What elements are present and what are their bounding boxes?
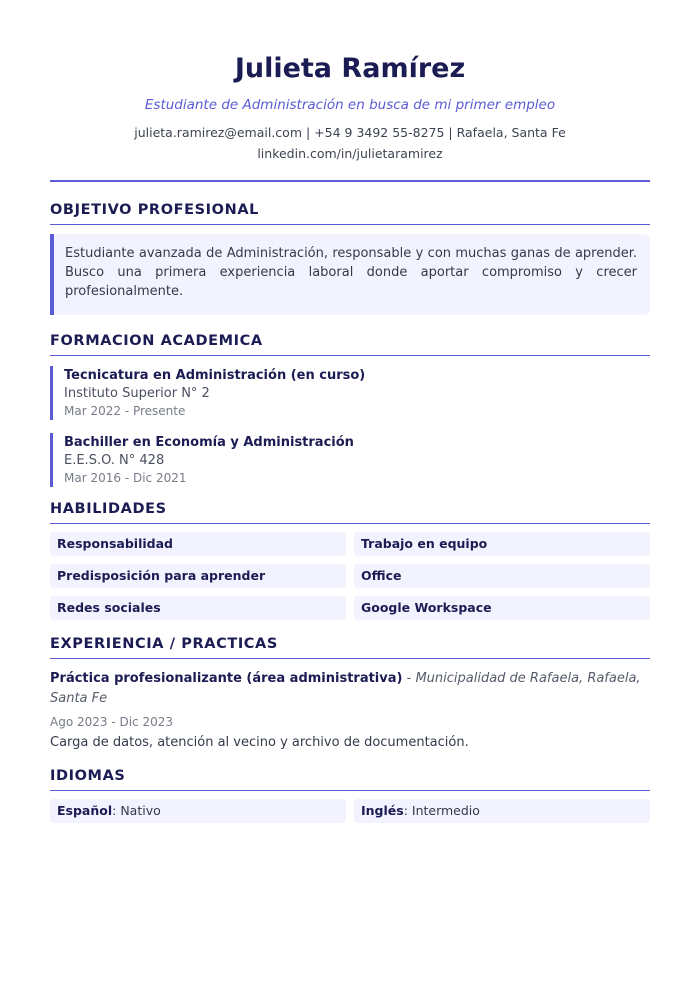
section-title-skills: HABILIDADES (50, 501, 650, 524)
skill-chip: Predisposición para aprender (50, 564, 346, 588)
education-item (50, 366, 650, 420)
section-title-objective: OBJETIVO PROFESIONAL (50, 202, 650, 225)
experience-organization: Municipalidad de Rafaela, Rafaela, Santa Fe (50, 671, 641, 706)
experience-separator: - (402, 671, 416, 686)
experience-header (50, 669, 650, 709)
education-dates: Mar 2022 - Presente (64, 404, 186, 418)
linkedin-url: linkedin.com/in/julietaramirez (257, 146, 443, 161)
skill-chip: Trabajo en equipo (354, 532, 650, 556)
experience-section (50, 636, 650, 752)
education-section (50, 333, 650, 487)
experience-description: Carga de datos, atención al vecino y archivo de documentación. (50, 735, 469, 750)
education-school: Instituto Superior N° 2 (64, 386, 210, 401)
header-divider (50, 180, 650, 182)
education-dates: Mar 2016 - Dic 2021 (64, 471, 187, 485)
skills-grid (50, 532, 650, 620)
experience-dates: Ago 2023 - Dic 2023 (50, 715, 174, 729)
language-name: Español (57, 803, 113, 818)
contact-info (50, 122, 650, 164)
candidate-name: Julieta Ramírez (234, 53, 466, 84)
experience-item (50, 669, 650, 752)
skill-chip: Office (354, 564, 650, 588)
language-level: : Nativo (112, 803, 161, 818)
section-title-education: FORMACION ACADEMICA (50, 333, 650, 356)
experience-role: Práctica profesionalizante (área administrativa) (50, 671, 403, 686)
objective-section (50, 202, 650, 315)
resume-header (50, 0, 650, 164)
objective-text: Estudiante avanzada de Administración, responsable y con muchas ganas de aprender. Busco una primera experiencia laboral donde aportar compromiso y crecer profesionalmente. (50, 234, 650, 315)
languages-grid (50, 799, 650, 823)
language-chip (50, 799, 346, 823)
section-title-experience: EXPERIENCIA / PRACTICAS (50, 636, 650, 659)
skills-section (50, 501, 650, 620)
education-degree: Tecnicatura en Administración (en curso) (64, 368, 366, 383)
education-item (50, 433, 650, 487)
contact-line: julieta.ramirez@email.com | +54 9 3492 55-8275 | Rafaela, Santa Fe (134, 125, 566, 140)
education-degree: Bachiller en Economía y Administración (64, 435, 354, 450)
language-chip (354, 799, 650, 823)
skill-chip: Google Workspace (354, 596, 650, 620)
language-name: Inglés (361, 803, 404, 818)
skill-chip: Responsabilidad (50, 532, 346, 556)
candidate-tagline: Estudiante de Administración en busca de mi primer empleo (144, 97, 556, 113)
skill-chip: Redes sociales (50, 596, 346, 620)
section-title-languages: IDIOMAS (50, 768, 650, 791)
language-level: : Intermedio (403, 803, 480, 818)
languages-section (50, 768, 650, 823)
education-school: E.E.S.O. N° 428 (64, 453, 165, 468)
